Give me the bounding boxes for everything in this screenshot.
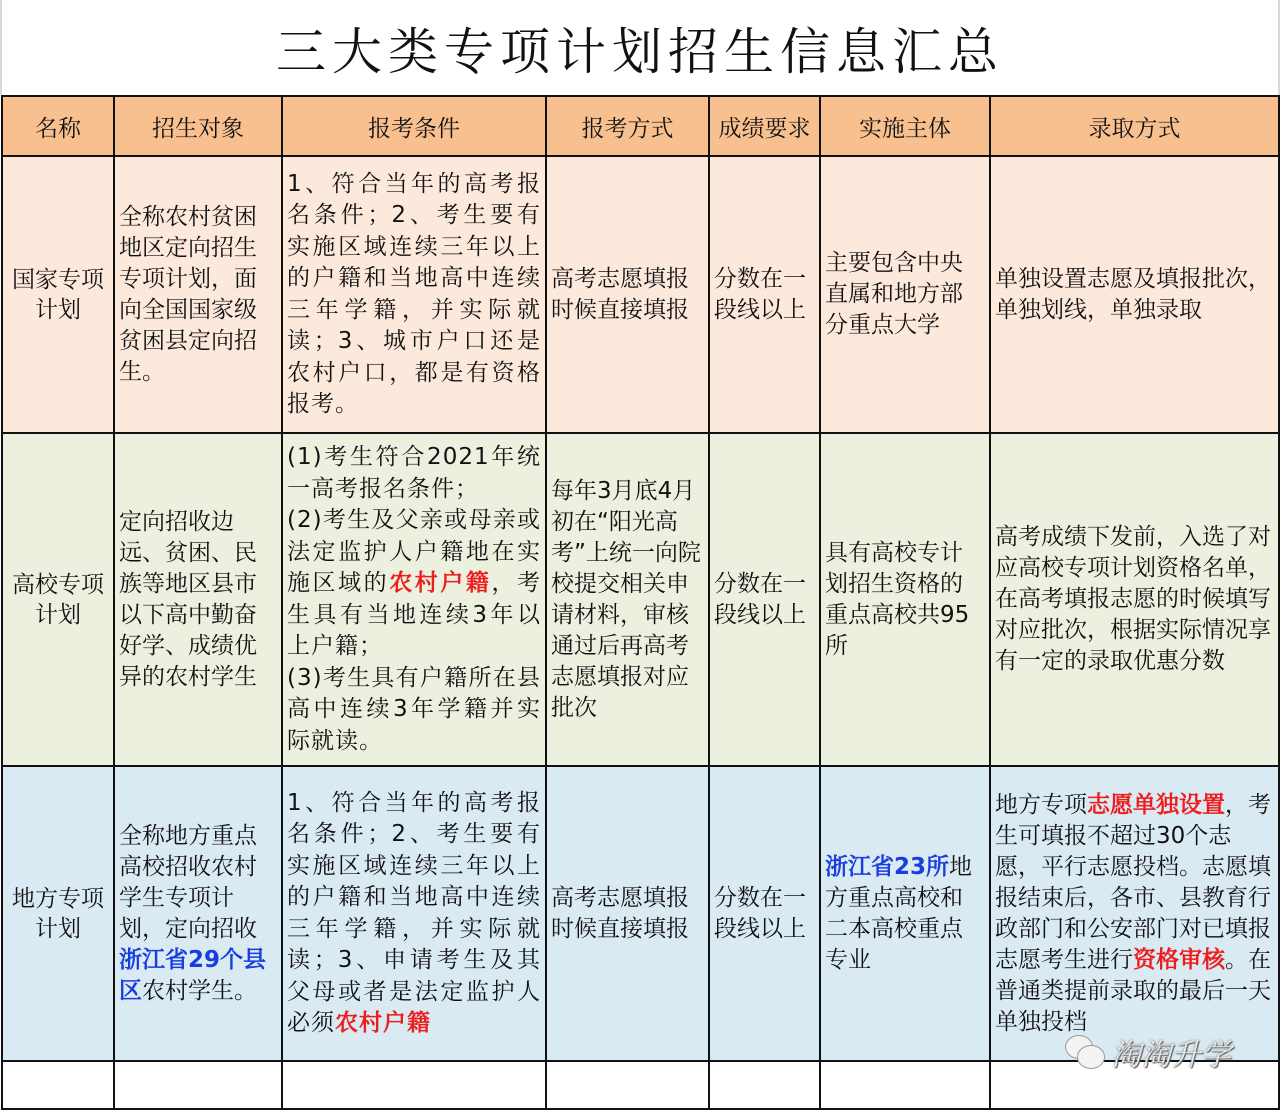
cell-implementer bbox=[820, 766, 990, 1061]
header-row bbox=[2, 96, 1279, 156]
wechat-icon bbox=[1065, 1035, 1105, 1069]
implementer-text: 主要包含中央直属和地方部分重点大学 bbox=[825, 250, 963, 338]
admission-highlight-1: 志愿单独设置 bbox=[1087, 791, 1225, 818]
conditions-highlight: 农村户籍 bbox=[335, 1010, 431, 1036]
header-method: 报考方式 bbox=[546, 96, 709, 156]
condition-2-rest: ，考生具有当地连续3年以上户籍； bbox=[287, 570, 542, 659]
conditions-text: 1、符合当年的高考报名条件；2、考生要有实施区域连续三年以上的户籍和当地高中连续三年学籍，并实际就读；3、城市户口还是农村户口，都是有资格报考。 bbox=[287, 170, 541, 417]
empty-cell bbox=[709, 1061, 820, 1109]
cell-method bbox=[546, 433, 709, 766]
header-implementer: 实施主体 bbox=[820, 96, 990, 156]
cell-target bbox=[114, 433, 282, 766]
watermark bbox=[1065, 1030, 1231, 1074]
cell-score bbox=[709, 156, 820, 433]
admission-highlight-2: 资格审核 bbox=[1133, 946, 1225, 973]
cell-method bbox=[546, 766, 709, 1061]
method-text: 高考志愿填报时候直接填报 bbox=[551, 884, 689, 942]
header-target: 招生对象 bbox=[114, 96, 282, 156]
condition-3: (3)考生具有户籍所在县高中连续3年学籍并实际就读。 bbox=[287, 664, 541, 754]
empty-cell bbox=[282, 1061, 546, 1109]
cell-name bbox=[2, 156, 114, 433]
plan-name: 高校专项计划 bbox=[12, 571, 104, 628]
target-highlight: 浙江省29个县区 bbox=[119, 946, 267, 1004]
cell-admission bbox=[990, 433, 1279, 766]
implementer-text: 地方重点高校和二本高校重点专业 bbox=[825, 853, 973, 973]
cell-admission bbox=[990, 766, 1279, 1061]
method-text: 高考志愿填报时候直接填报 bbox=[551, 265, 689, 323]
cell-name bbox=[2, 766, 114, 1061]
empty-cell bbox=[546, 1061, 709, 1109]
score-text: 分数在一段线以上 bbox=[714, 570, 806, 628]
admission-text-2: ，考生可填报不超过30个志愿，平行志愿投档。志愿填报结束后，各市、县教育行政部门和公安部门对已填报志愿考生进行 bbox=[995, 791, 1271, 973]
cell-conditions bbox=[282, 766, 546, 1061]
header-score: 成绩要求 bbox=[709, 96, 820, 156]
implementer-highlight: 浙江省23所 bbox=[825, 853, 950, 880]
cell-implementer bbox=[820, 156, 990, 433]
table-row-university bbox=[2, 433, 1279, 766]
cell-conditions bbox=[282, 433, 546, 766]
cell-name bbox=[2, 433, 114, 766]
empty-cell bbox=[2, 1061, 114, 1109]
target-text: 定向招收边远、贫困、民族等地区县市以下高中勤奋好学、成绩优异的农村学生 bbox=[119, 508, 257, 690]
empty-cell bbox=[820, 1061, 990, 1109]
cell-method bbox=[546, 156, 709, 433]
target-text-rest: 农村学生。 bbox=[142, 977, 257, 1004]
table-row-local bbox=[2, 766, 1279, 1061]
score-text: 分数在一段线以上 bbox=[714, 884, 806, 942]
header-name: 名称 bbox=[2, 96, 114, 156]
cell-score bbox=[709, 766, 820, 1061]
cell-implementer bbox=[820, 433, 990, 766]
plan-name: 地方专项计划 bbox=[12, 885, 104, 942]
method-text: 每年3月底4月初在“阳光高考”上统一向院校提交相关申请材料，审核通过后再高考志愿填报对应批次 bbox=[551, 477, 701, 721]
watermark-text: 淘淘升学 bbox=[1111, 1038, 1231, 1073]
cell-target bbox=[114, 766, 282, 1061]
header-conditions: 报考条件 bbox=[282, 96, 546, 156]
implementer-text: 具有高校专计划招生资格的重点高校共95所 bbox=[825, 539, 970, 659]
table-row-national bbox=[2, 156, 1279, 433]
score-text: 分数在一段线以上 bbox=[714, 265, 806, 323]
admission-text: 单独设置志愿及填报批次，单独划线，单独录取 bbox=[995, 265, 1271, 323]
conditions-text: 1、符合当年的高考报名条件；2、考生要有实施区域连续三年以上的户籍和当地高中连续三年学籍，并实际就读；3、申请考生及其父母或者是法定监护人必须 bbox=[287, 789, 541, 1036]
empty-cell bbox=[114, 1061, 282, 1109]
admission-text: 高考成绩下发前，入选了对应高校专项计划资格名单，在高考填报志愿的时候填写对应批次，根据实际情况享有一定的录取优惠分数 bbox=[995, 524, 1271, 674]
condition-1: (1)考生符合2021年统一高考报名条件； bbox=[287, 444, 541, 502]
condition-2: (2)考生及父亲或母亲或法定监护人户籍地在实施区域的 bbox=[287, 507, 541, 596]
cell-score bbox=[709, 433, 820, 766]
cell-admission bbox=[990, 156, 1279, 433]
plan-name: 国家专项计划 bbox=[12, 266, 104, 323]
cell-target bbox=[114, 156, 282, 433]
page-title: 三大类专项计划招生信息汇总 bbox=[0, 0, 1280, 95]
target-text: 全称地方重点高校招收农村学生专项计划，定向招收 bbox=[119, 822, 257, 942]
target-text: 全称农村贫困地区定向招生专项计划，面向全国国家级贫困县定向招生。 bbox=[119, 203, 257, 385]
admission-text: 地方专项 bbox=[995, 791, 1087, 818]
summary-table bbox=[1, 95, 1280, 1110]
admission-text-3: 。在普通类提前录取的最后一天单独投档 bbox=[995, 946, 1271, 1035]
cell-conditions bbox=[282, 156, 546, 433]
condition-2-highlight: 农村户籍 bbox=[389, 570, 492, 596]
header-admission: 录取方式 bbox=[990, 96, 1279, 156]
